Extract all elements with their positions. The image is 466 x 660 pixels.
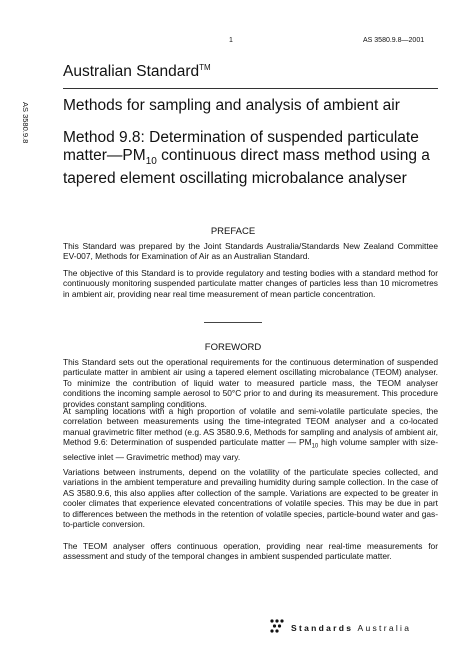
document-number: AS 3580.9.8—2001: [363, 37, 425, 44]
brand-name: Australian Standard: [63, 63, 200, 80]
preface-heading: PREFACE: [210, 226, 256, 237]
standards-australia-logo-icon: [269, 618, 287, 639]
header-rule: [63, 88, 438, 89]
subtitle-subscript: 10: [145, 155, 157, 167]
foreword-p2-subscript: 10: [311, 443, 319, 450]
standards-australia-logo: [269, 620, 411, 636]
subtitle-lead: Method 9.8: Determination of suspended particulate matter—PM: [63, 129, 419, 164]
side-document-code: AS 3580.9.8: [21, 102, 30, 144]
page-number: 1: [229, 37, 233, 44]
foreword-paragraph-3: Variations between instruments, depend on the volatility of the particulate species collected, and variations in the ambient temperature and prevailing humidity during sample collection. In the case of AS 3580.9.6, this also applies after collection of the sample. Variations are expected to be greater in cooler climates that experience elevated concentrations of volatile species. This may be due in part to differences between the methods in the retention of volatile species, particle-bound water and gas-to-particle conversion.: [63, 467, 438, 530]
foreword-paragraph-2: [63, 406, 438, 463]
logo-wordmark: [291, 623, 411, 633]
page-subtitle: [63, 129, 441, 188]
preface-paragraph-1: This Standard was prepared by the Joint Standards Australia/Standards New Zealand Committee EV-007, Methods for Examination of Air as an Australian Standard.: [63, 241, 438, 262]
foreword-heading: FOREWORD: [204, 342, 262, 353]
logo-word-standards: Standards: [291, 623, 354, 633]
preface-paragraph-2: The objective of this Standard is to provide regulatory and testing bodies with a standard method for continuously monitoring suspended particulate matter changes of particles less than 10 micrometres in ambient air, providing near real time measurement of mean particle concentration.: [63, 268, 438, 299]
foreword-p2-lead: At sampling locations with a high proportion of volatile and semi-volatile particulate species, the correlation between measurements using the time-integrated TEOM analyser and a co-located manual gravimetric filter method (e.g. AS 3580.9.6, Methods for sampling and analysis of ambient air, Method 9.6: Determination of suspended particulate matter — PM: [63, 406, 438, 448]
brand-heading: [63, 63, 211, 81]
subtitle-tail: continuous direct mass method using a tapered element oscillating microbalance analyser: [63, 146, 430, 188]
trademark-mark: TM: [199, 63, 211, 72]
foreword-paragraph-1: This Standard sets out the operational requirements for the continuous determination of suspended particulate matter in ambient air using a tapered element oscillating microbalance (TEOM) analyser. To minimize the contribution of liquid water to measured particle mass, the TEOM analyser conditions the incoming sample aerosol to 50°C prior to and during its measurement. This procedure provides constant sampling conditions.: [63, 357, 438, 409]
page-title: Methods for sampling and analysis of ambient air: [63, 97, 400, 114]
logo-word-australia: Australia: [357, 623, 412, 633]
foreword-p2-tail: high volume sampler with size-selective inlet — Gravimetric method) may vary.: [63, 437, 438, 463]
foreword-paragraph-4: The TEOM analyser offers continuous operation, providing near real-time measurements for assessment and study of the temporal changes in ambient suspended particulate matter.: [63, 541, 438, 562]
section-separator: [204, 322, 262, 323]
